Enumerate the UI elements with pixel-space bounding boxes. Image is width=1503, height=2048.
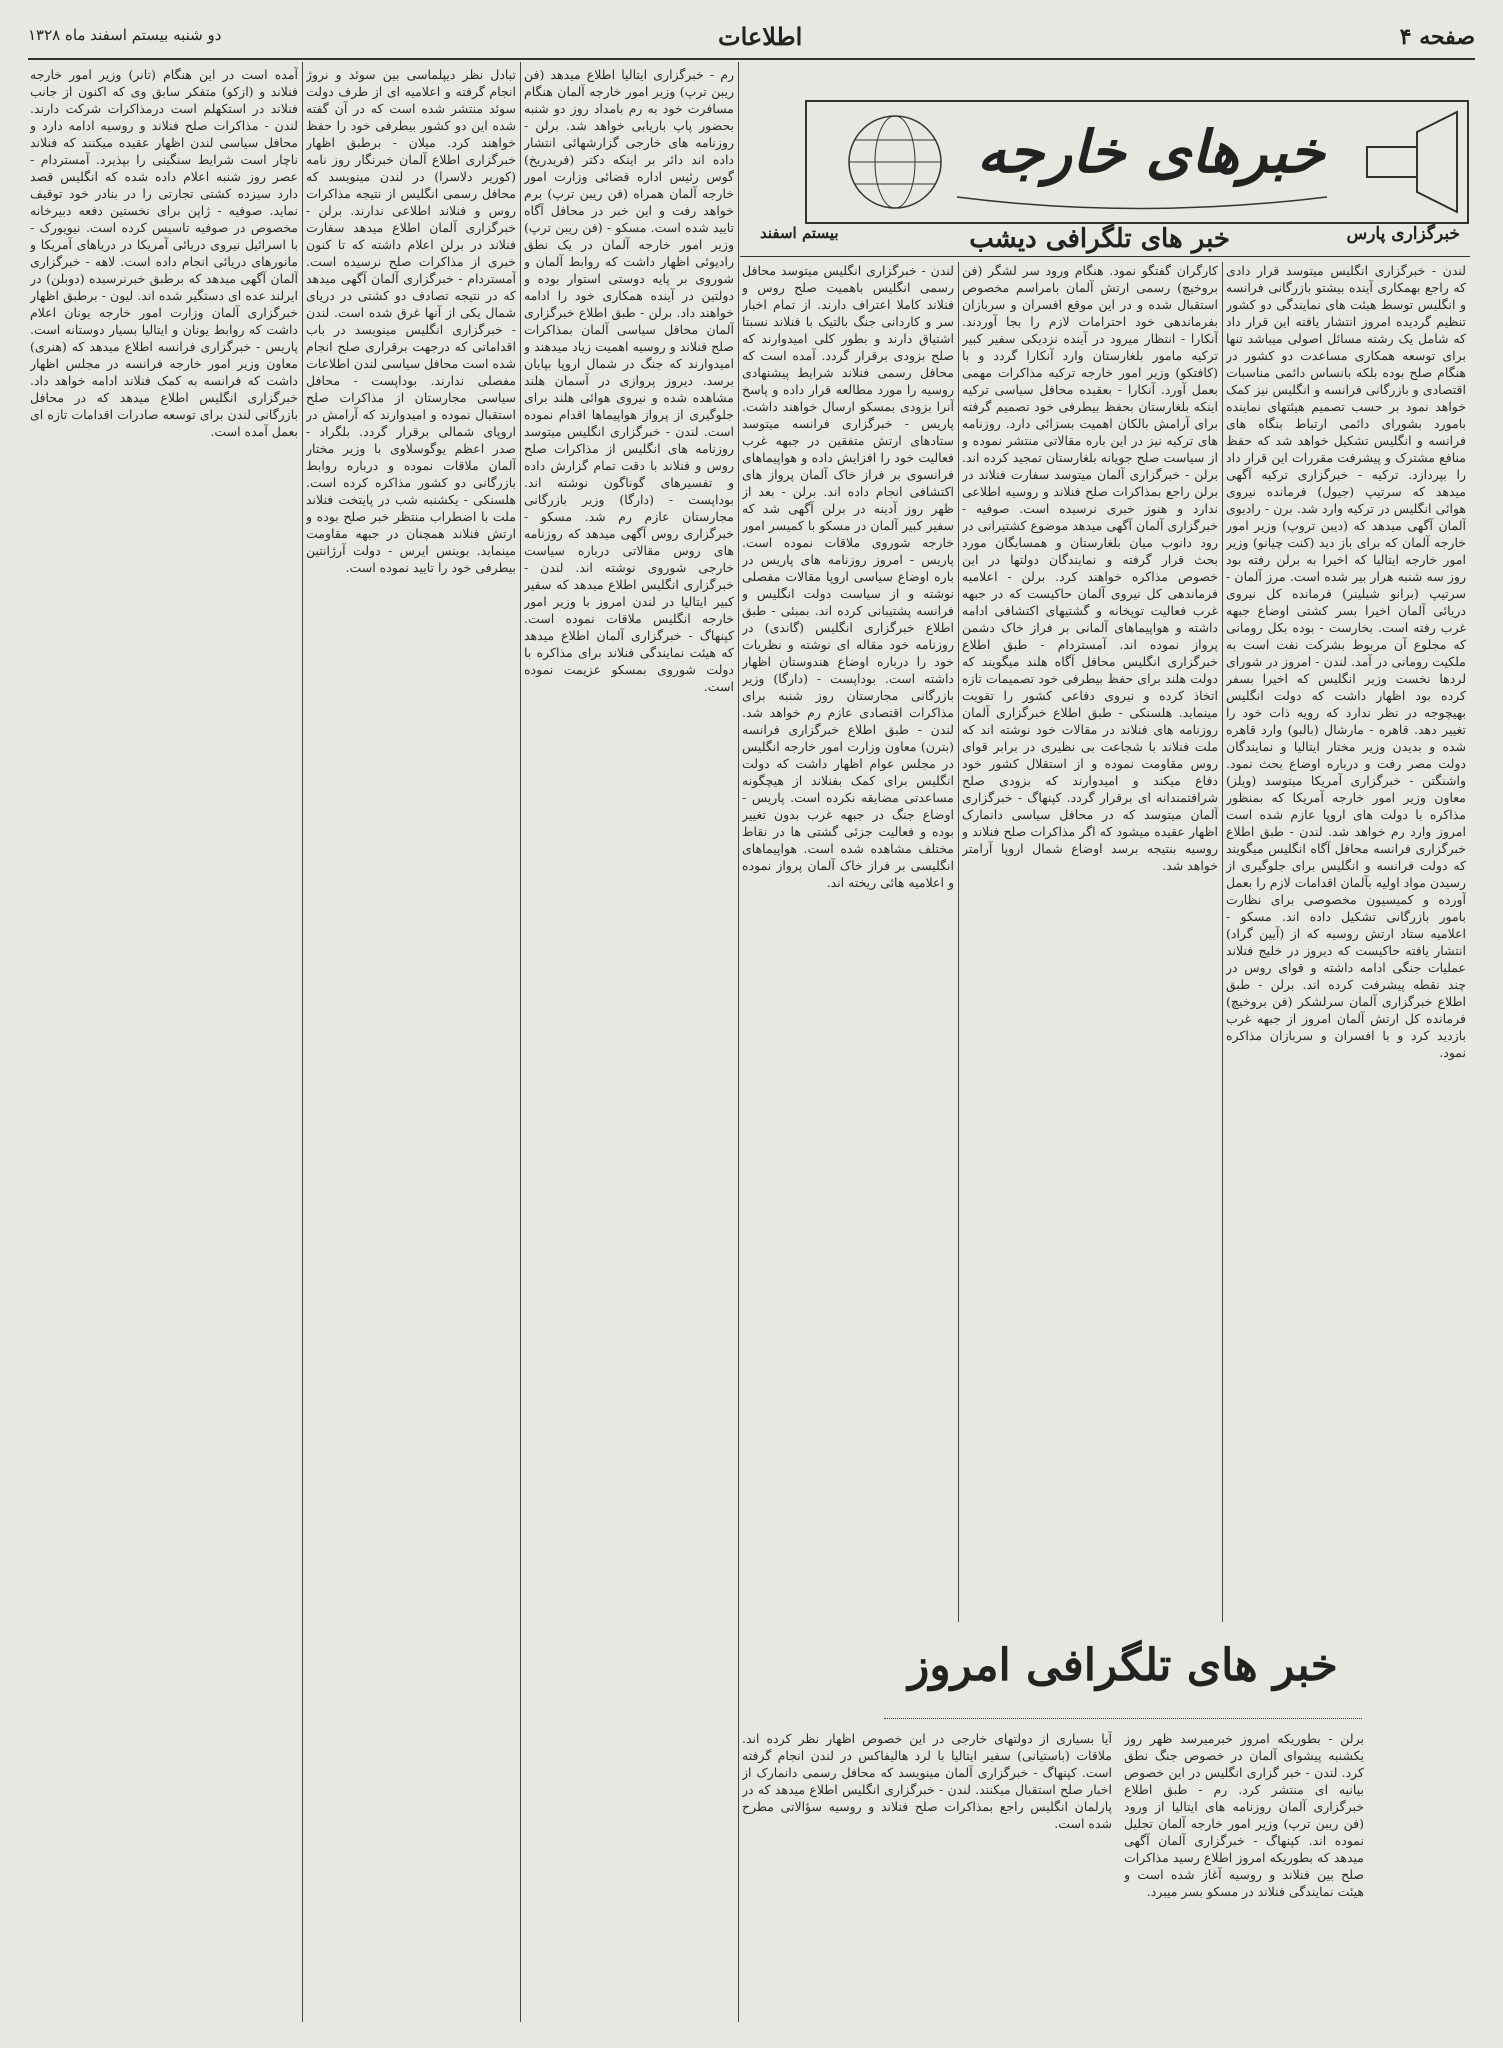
today-news-title: خبر های تلگرافی امروز: [908, 1640, 1338, 1691]
news-column-3: لندن - خبرگزاری انگلیس میتوسد محافل رسمی انگلیس باهمیت صلح روس و فنلاند کاملا اعتراف دارند. از تمام اخبار سر و کاردانی جنگ بالتیک با فنلاند نسبتا اشتیاق دارند و بطور کلی امیدوارند که صلح بزودی برقرار گردد. آمده است که محافل رسمی فنلاند شرایط پیشنهادی روسیه را مورد مطالعه قرار داده و پاسخ آنرا بزودی بمسکو ارسال خواهند داشت. پاریس - خبرگزاری فرانسه میتوسد ستادهای ارتش متفقین در جبهه غرب فعالیت خود را افزایش داده و هواپیماهای فرانسوی بر فراز خاک آلمان پرواز های اکتشافی انجام داده اند. برلن - بعد از ظهر روز آدینه در برلن آگهی شد که سفیر کبیر آلمان در مسکو با کمیسر امور خارجه شوروی ملاقات نموده است. پاریس - امروز روزنامه های پاریس در باره اوضاع سیاسی اروپا مقالات مفصلی نوشته و از سیاست دولت انگلیس و فرانسه پشتیبانی کرده اند. بمبئی - طبق اطلاع خبرگزاری انگلیس (گاندی) در روزنامه خود مقاله ای نوشته و نظریات خود را درباره اوضاع هندوستان اظهار داشته است. بوداپست - (دارگا) وزیر بازرگانی مجارستان روز شنبه برای مذاکرات اقتصادی عازم رم خواهد شد. لندن - طبق اطلاع خبرگزاری فرانسه (بترن) معاون وزارت امور خارجه انگلیس در مجلس عوام اظهار داشت که دولت انگلیس برای کمک بفنلاند از هیچگونه مساعدتی مضایقه نکرده است. پاریس - اوضاع جنگ در جبهه غرب بدون تغییر بوده و فعالیت جزئی گشتی ها در نقاط مختلف مشاهده شده است. هواپیماهای انگلیسی بر فراز خاک آلمان پرواز نموده و اعلامیه هائی ریخته اند.: [742, 263, 954, 890]
column-rule: [1222, 262, 1223, 1622]
column-rule: [520, 62, 521, 2022]
news-column-6: آمده است در این هنگام (تانر) وزیر امور خارجه فنلاند و (ازکو) متفکر سابق وی که اکنون از جانب فنلاند در استکهلم است درمذاکرات شرکت دارند. لندن - مذاکرات صلح فنلاند و روسیه ادامه دارد و محافل سیاسی لندن اظهار عقیده میکنند که فنلاند ناچار است شرایط سنگینی را بپذیرد. آمستردام - عصر روز شنبه اعلام داده شده که انگلیس قصد دارد سیزده کشتی تجارتی را در بنادر خود توقیف نماید. صوفیه - ژاپن برای نخستین دفعه دبیرخانه مخصوص در صوفیه تاسیس کرده است. نیویورک - با اسرائیل نیروی دریائی آمریکا در دریاهای آمریکا و مانورهای دریائی انجام داده است. لاهه - خبرگزاری آلمان آگهی میدهد که برطبق خبرنرسیده (دوبلن) در ایرلند عده ای دستگیر شده اند. لیون - برطبق اظهار خبرگزاری آلمان وزارت امور خارجه یونان اعلام داشت که روابط یونان و ایتالیا بسیار دوستانه است. پاریس - خبرگزاری فرانسه اطلاع میدهد که (هنری) معاون وزیر امور خارجه فرانسه در مجلس اظهار داشت که فرانسه به کمک فنلاند ادامه خواهد داد. خبرگزاری انگلیس اطلاع میدهد که در محافل بازرگانی لندن برای توسعه صادرات اقدامات تازه ای بعمل آمده است.: [30, 67, 298, 439]
column-rule: [958, 262, 959, 1622]
page-number: صفحه ۴: [1399, 24, 1475, 50]
news-column-4: رم - خبرگزاری ایتالیا اطلاع میدهد (فن ریبن ترپ) وزیر امور خارجه آلمان هنگام مسافرت خود به رم بامداد روز دو شنبه بحضور پاپ باریابی خواهد شد. برلن - روزنامه های خارجی گزارشهائی انتشار داده اند دائر بر اینکه دکتر (فریدریخ) گوس رئیس اداره قضائی وزارت امور خارجه آلمان همراه (فن ریبن ترپ) برم خواهد رفت و این خبر در محافل آگاه تایید شده است. مسکو - (فن ریبن ترپ) وزیر امور خارجه آلمان در یک نطق رادیوئی اظهار داشت که روابط آلمان و شوروی بر پایه دوستی استوار بوده و دولتین در آینده همکاری خود را ادامه خواهند داد. برلن - طبق اطلاع خبرگزاری آلمان محافل سیاسی آلمان بمذاکرات صلح فنلاند و روسیه اهمیت زیاد میدهند و امیدوارند که جنگ در شمال اروپا بپایان برسد. دیروز پروازی در آسمان هلند مشاهده شده و نیروی هوائی هلند برای جلوگیری از پرواز هواپیماها اقدام نموده است. لندن - خبرگزاری انگلیس میتوسد روزنامه های انگلیس از مذاکرات صلح روس و فنلاند با دقت تمام گزارش داده و تفسیرهای گوناگون نوشته اند. بوداپست - (دارگا) وزیر بازرگانی مجارستان عازم رم شد. مسکو - خبرگزاری روس آگهی میدهد که روزنامه های روس مقالاتی درباره سیاست خارجی شوروی نوشته اند. لندن - خبرگزاری انگلیس اطلاع میدهد که سفیر کبیر ایتالیا در لندن امروز با وزیر امور خارجه انگلیس ملاقات نموده است. کپنهاگ - خبرگزاری آلمان اطلاع میدهد که هیئت نمایندگی فنلاند برای مذاکره با دولت شوروی بمسکو عزیمت نموده است.: [524, 67, 734, 694]
news-column-5: تبادل نظر دیپلماسی بین سوئد و نروژ انجام گرفته و اعلامیه ای از طرف دولت سوئد منتشر شده است که در آن گفته شده این دو کشور بیطرفی خود را حفظ خواهند کرد. میلان - برطبق اظهار خبرگزاری اطلاع آلمان خبرنگار روز نامه (کوریر دلاسرا) در لندن مینویسد که محافل رسمی انگلیس از نتیجه مذاکرات روس و فنلاند اطلاعی ندارند. برلن - خبرگزاری آلمان اطلاع میدهد سفارت فنلاند در برلن اعلام داشته که تا کنون خبری از مذاکرات صلح نرسیده است. آمستردام - خبرگزاری آلمان آگهی میدهد که در نتیجه تصادف دو کشتی در دریای شمال یکی از آنها غرق شده است. لندن - خبرگزاری انگلیس مینویسد در باب اقداماتی که درجهت برقراری صلح انجام شده است محافل سیاسی لندن اطلاعات مفصلی ندارند. بوداپست - محافل سیاسی مجارستان از مذاکرات صلح استقبال نموده و امیدوارند که آرامش در اروپای شمالی برقرار گردد. بلگراد - صدر اعظم یوگوسلاوی با وزیر مختار آلمان ملاقات نموده و درباره روابط بازرگانی دو کشور مذاکره کرده است. هلسنکی - یکشنبه شب در پایتخت فنلاند ملت با اضطراب منتظر خبر صلح بوده و ارتش فنلاند همچنان در جبهه مقاومت مینماید. بوینس ایرس - دولت آرژانتین بیطرفی خود را تایید نموده است.: [306, 67, 516, 575]
news-column-1: لندن - خبرگزاری انگلیس میتوسد قرار دادی که راجع بهمکاری آینده بیشتو بازرگانی فرانسه و انگلیس توسط هیئت های نمایندگی دو کشور تنظیم گردیده امروز انتشار یافته این قرار داد که شامل یک رشته مسائل اصولی میباشد تنها برای توسعه همکاری مساعدت دو کشور در هنگام صلح بوده بلکه بانساس دائمی مناسبات اقتصادی و بازرگانی فرانسه و انگلیس نیز کمک خواهد نمود بر حسب تصمیم هیئتهای نماینده بامورد بشورای دائمی ارتباط بنگاه های فرانسه و انگلیس تشکیل خواهد شد که حفظ منافع مشترک و پیشرفت مقررات این قرار داد را بپردازد. ترکیه - خبرگزاری ترکیه آگهی میدهد که سرتیپ (جیول) فرمانده نیروی هوائی انگلیس در ترکیه وارد شد. برن - رادیوی آلمان آگهی میدهد که (دیبن تروپ) وزیر امور خارجه آلمان که برای باز دید (کنت چیانو) وزیر امور خارجه ایتالیا که اخیرا به برلن رفته بود روز سه شنبه هرار بیر شده است. مرز آلمان - سرتیپ (برانو شیلینر) فرمانده کل نیروی دریائی آلمان اخیرا بسر کشتی اوضاع جبهه غرب رفته است. بخارست - بوده بکل رومانی که مجلوع آن مربوط بشرکت نفت است به ملکیت رومانی در آمد. لندن - امروز در شورای لردها نخست وزیر انگلیس که اخیرا بسفر کرده بود اظهار داشت که دولت انگلیس بهیچوجه در نظر ندارد که رویه ذات خود را تغییر دهد. قاهره - مارشال (بالبو) وارد قاهره شده و بدیدن وزیر مختار ایتالیا و نمایندگان دولت مصر رفت و درباره اوضاع بحث نمود. واشنگتن - خبرگزاری آمریکا میتوسد (ویلز) معاون وزیر امور خارجه آمریکا که بمنظور مذاکره با دولت های اروپا عازم شده است امروز وارد رم خواهد شد. لندن - طبق اطلاع خبرگزاری فرانسه محافل آگاه انگلیس میگویند که دولت فرانسه و انگلیس برای جلوگیری از رسیدن مواد اولیه بآلمان اقدامات لازم را بعمل آورده و کمیسیون مخصوصی برای نظارت بامور بازرگانی تشکیل داده اند. مسکو - اعلامیه ستاد ارتش روسیه که از (آیین گراد) انتشار یافته حاکیست که دیروز در خلیج فنلاند عملیات جنگی ادامه داشته و قوای روس در چند نقطه پیشرفت کرده اند. برلن - طبق اطلاع خبرگزاری آلمان سرلشکر (فن بروخیچ) فرمانده کل ارتش آلمان امروز از جبهه غرب بازدید کرد و با افسران و سربازان مذاکره نمود.: [1226, 263, 1466, 1060]
column-rule: [738, 62, 739, 2022]
banner-title: خبرهای خارجه: [977, 118, 1325, 186]
news-column-2: کارگران گفتگو نمود. هنگام ورود سر لشگر (فن بروخیچ) رسمی ارتش آلمان بامراسم مخصوص استقبال شده و در این موقع افسران و سربازان بفرماندهی خود احترامات لازم را بجا آوردند. آنکارا - انتظار میرود در آینده نزدیکی سفیر کبیر ترکیه مامور بلغارستان وارد آنکارا گردد و با (کافتکو) وزیر امور خارجه ترکیه مذاکرات مهمی بعمل آورد. آنکارا - بعقیده محافل سیاسی ترکیه اینکه بلغارستان بحفظ بیطرفی خود تصمیم گرفته برای آرامش بالکان اهمیت بسزائی دارد. روزنامه های ترکیه نیز در این باره مقالاتی منتشر نموده و از سیاست صلح جویانه بلغارستان تمجید کرده اند. برلن - خبرگزاری آلمان میتوسد سفارت فنلاند در برلن راجع بمذاکرات صلح فنلاند و روسیه اطلاعی ندارد و هنوز خبری نرسیده است. صوفیه - خبرگزاری آلمان آگهی میدهد موضوع کشتیرانی در رود دانوب میان بلغارستان و همسایگان مورد بحث قرار گرفته و نمایندگان دولتها در این خصوص مذاکره خواهند کرد. برلن - اعلامیه فرماندهی کل نیروی آلمان حاکیست که در جبهه غرب فعالیت توپخانه و گشتیهای اکتشافی ادامه داشته و هواپیماهای آلمانی بر فراز خاک دشمن پرواز نموده اند. آمستردام - طبق اطلاع خبرگزاری انگلیس محافل آگاه هلند میگویند که دولت هلند برای حفظ بیطرفی خود تصمیمات تازه اتخاذ کرده و نیروی دفاعی کشور را تقویت مینماید. هلسنکی - طبق اطلاع خبرگزاری آلمان روزنامه های فنلاند در مقالات خود نوشته اند که ملت فنلاند با شجاعت بی نظیری در برابر قوای روس مقاومت نموده و از استقلال کشور خود دفاع میکند و امیدوارند که بزودی صلح شرافتمندانه ای برقرار گردد. کپنهاگ - خبرگزاری آلمان میتوسد که در محافل سیاسی دانمارک اظهار عقیده میشود که اگر مذاکرات صلح فنلاند و روسیه بنتیجه برسد اوضاع شمال اروپا آرامتر خواهد شد.: [962, 263, 1218, 873]
foreign-news-banner: [805, 100, 1469, 224]
section-header-last-night: [740, 222, 1470, 257]
header-date: دو شنبه بیستم اسفند ماه ۱۳۲۸: [28, 26, 222, 44]
last-night-date: بیستم اسفند: [760, 224, 839, 242]
masthead: اطلاعات: [718, 22, 803, 51]
column-rule: [302, 62, 303, 2022]
page-header: [28, 18, 1475, 60]
news-column-7: برلن - بطوریکه امروز خبرمیرسد ظهر روز یکشنبه پیشوای آلمان در خصوص جنگ نطق کرد. لندن - خبر گزاری انگلیس در این خصوص بیانیه ای منتشر کرد. رم - طبق اطلاع خبرگزاری آلمان روزنامه های ایتالیا از ورود (فن ریبن ترپ) وزیر امور خارجه آلمان تجلیل نموده اند. کپنهاگ - خبرگزاری آلمان آگهی میدهد که بطوریکه امروز اطلاع رسید مذاکرات صلح بین فنلاند و روسیه آغاز شده است و هیئت نمایندگی فنلاند در مسکو بسر میبرد.: [1124, 1731, 1364, 1899]
news-column-8: آیا بسیاری از دولتهای خارجی در این خصوص اظهار نظر کرده اند. ملاقات (باستیانی) سفیر ایتالیا با لرد هالیفاکس در لندن انجام گرفته است. کپنهاگ - خبرگزاری آلمان مینویسد که محافل رسمی دانمارک از اخبار صلح استقبال میکنند. لندن - خبرگزاری انگلیس اطلاع میدهد که در پارلمان انگلیس راجع بمذاکرات صلح فنلاند و روسیه سؤالاتی مطرح شده است.: [742, 1731, 1112, 1831]
agency-label: خبرگزاری پارس: [1346, 224, 1460, 244]
title-rule: [884, 1718, 1362, 1719]
last-night-title: خبر های تلگرافی دیشب: [969, 224, 1230, 254]
